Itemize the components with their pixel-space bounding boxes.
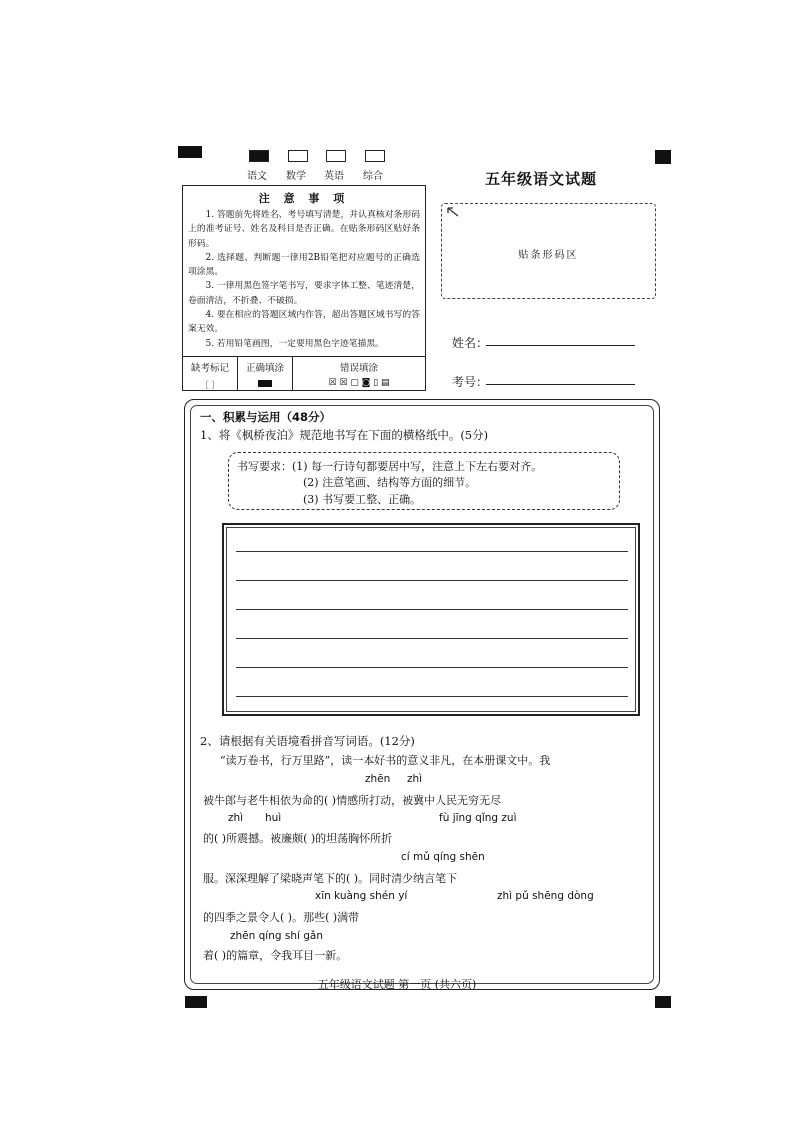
corner-arrow-icon bbox=[446, 206, 460, 218]
pinyin-zhen: zhēn bbox=[365, 773, 391, 785]
pinyin-xin-kuang-shen-yi: xīn kuàng shén yí bbox=[315, 890, 408, 902]
passage-line-1: “读万卷书，行万里路”，读一本好书的意义非凡，在本册课文中。我 bbox=[220, 754, 551, 767]
notice-item-5: 5. 若用铅笔画图，一定要用黑色字迹笔描黑。 bbox=[205, 338, 384, 349]
registration-mark-top-left bbox=[178, 146, 202, 158]
wrong-fill-samples-icon: ☒ ☒ ▢ ◙ ▯ ▤ bbox=[328, 378, 390, 388]
page-footer: 五年级语文试题 第一页 (共六页) bbox=[317, 978, 477, 991]
notice-item-2: 2. 选择题、判断题一律用2B铅笔把对应题号的正确选项涂黑。 bbox=[188, 252, 420, 278]
id-label: 考号： bbox=[452, 375, 489, 389]
pinyin-zhen-qing-shi-gan: zhēn qíng shí gǎn bbox=[230, 930, 323, 942]
id-field[interactable] bbox=[486, 384, 635, 385]
writing-line-3[interactable] bbox=[236, 609, 628, 610]
passage-line-2: 被牛郎与老牛相依为命的( )情感所打动，被冀中人民无穷无尽 bbox=[203, 794, 502, 807]
registration-mark-top-right bbox=[655, 150, 671, 164]
subject-label-chinese: 语文 bbox=[247, 171, 267, 182]
subject-box-chinese[interactable] bbox=[249, 150, 269, 162]
pinyin-ci-mu-qing-shen: cí mǔ qíng shēn bbox=[401, 851, 485, 863]
passage-line-4: 服。深深理解了梁晓声笔下的( )。同时清少纳言笔下 bbox=[203, 872, 458, 885]
requirement-1: 书写要求：(1) 每一行诗句都要居中写，注意上下左右要对齐。 bbox=[237, 460, 543, 473]
correct-fill-label: 正确填涂 bbox=[245, 363, 284, 374]
notice-body bbox=[183, 206, 425, 351]
writing-line-5[interactable] bbox=[236, 667, 628, 668]
passage-line-5: 的四季之景令人( )。那些( )满带 bbox=[203, 911, 360, 924]
pinyin-zhi-2: zhì bbox=[228, 812, 244, 824]
missing-exam-bracket[interactable]: 〔 〕 bbox=[199, 381, 221, 391]
writing-line-6[interactable] bbox=[236, 696, 628, 697]
question-2: 2、请根据有关语境看拼音写词语。(12分) bbox=[200, 734, 415, 748]
registration-mark-bottom-left bbox=[185, 996, 207, 1008]
notice-item-1: 1. 答题前先将姓名、考号填写清楚，并认真核对条形码上的准考证号、姓名及科目是否正确。在贴条形码区贴好条形码。 bbox=[188, 210, 420, 249]
registration-mark-bottom-right bbox=[655, 996, 671, 1008]
pinyin-fu-jing-qing-zui: fù jīng qǐng zuì bbox=[439, 812, 517, 824]
pinyin-zhi-pu-sheng-dong: zhì pǔ shēng dòng bbox=[497, 890, 594, 902]
subject-box-comprehensive[interactable] bbox=[365, 150, 385, 162]
wrong-fill-cell bbox=[293, 357, 425, 390]
name-field[interactable] bbox=[486, 345, 635, 346]
writing-line-2[interactable] bbox=[236, 580, 628, 581]
requirement-3: (3) 书写要工整、正确。 bbox=[303, 493, 422, 506]
passage-line-3: 的( )所震撼。被廉颇( )的坦荡胸怀所折 bbox=[203, 832, 393, 845]
subject-box-english[interactable] bbox=[326, 150, 346, 162]
section-heading: 一、积累与运用（48分） bbox=[200, 410, 332, 424]
exam-title: 五年级语文试题 bbox=[485, 170, 598, 188]
missing-exam-label: 缺考标记 bbox=[190, 363, 229, 374]
passage-line-6: 着( )的篇章，令我耳目一新。 bbox=[203, 949, 348, 962]
subject-label-english: 英语 bbox=[324, 171, 344, 182]
correct-fill-cell bbox=[238, 357, 293, 390]
requirement-2: (2) 注意笔画、结构等方面的细节。 bbox=[303, 476, 477, 489]
notice-item-4: 4. 要在相应的答题区域内作答，超出答题区域书写的答案无效。 bbox=[188, 310, 420, 335]
notice-title: 注 意 事 项 bbox=[258, 192, 350, 205]
pinyin-hui: huì bbox=[265, 812, 282, 824]
barcode-label: 贴条形码区 bbox=[518, 250, 579, 261]
correct-fill-sample-icon bbox=[258, 380, 272, 387]
subject-box-math[interactable] bbox=[288, 150, 308, 162]
question-1: 1、将《枫桥夜泊》规范地书写在下面的横格纸中。(5分) bbox=[200, 428, 489, 442]
writing-line-1[interactable] bbox=[236, 551, 628, 552]
fill-legend bbox=[182, 357, 426, 391]
wrong-fill-label: 错误填涂 bbox=[339, 363, 378, 374]
notice-item-3: 3. 一律用黑色签字笔书写，要求字体工整、笔迹清楚，卷面清洁，不折叠、不破损。 bbox=[188, 281, 420, 306]
subject-label-comprehensive: 综合 bbox=[363, 171, 383, 182]
barcode-area bbox=[441, 203, 656, 299]
notice-box bbox=[182, 185, 426, 357]
name-label: 姓名： bbox=[452, 336, 489, 350]
writing-line-4[interactable] bbox=[236, 638, 628, 639]
subject-label-math: 数学 bbox=[286, 171, 306, 182]
pinyin-zhi: zhì bbox=[407, 773, 423, 785]
missing-exam-cell bbox=[183, 357, 238, 390]
writing-grid-inner bbox=[226, 527, 636, 712]
